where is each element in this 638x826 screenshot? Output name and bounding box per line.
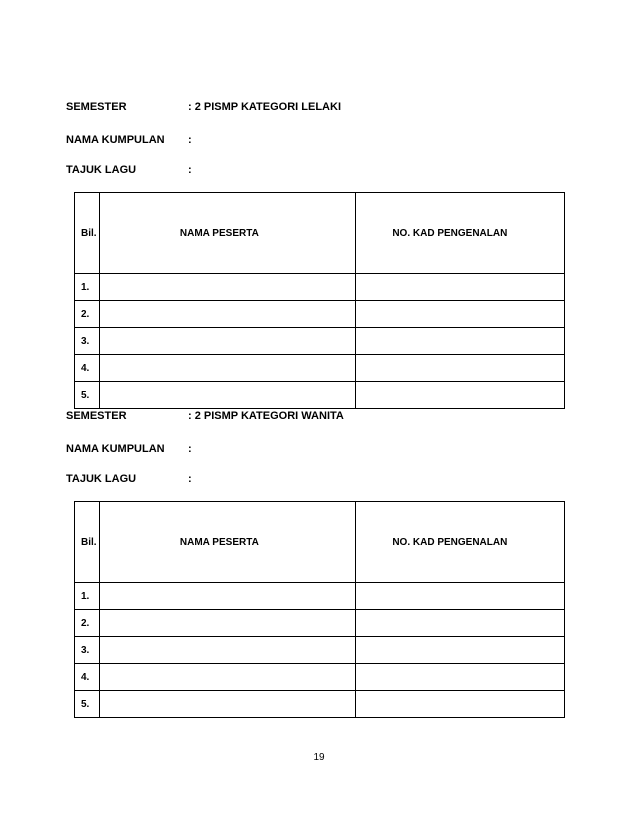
table-header-row <box>75 193 565 274</box>
nama-peserta-cell[interactable] <box>99 274 355 301</box>
nama-peserta-cell[interactable] <box>99 328 355 355</box>
table-row <box>75 301 565 328</box>
row-number: 4. <box>75 355 100 382</box>
table-row <box>75 355 565 382</box>
semester-value: : 2 PISMP KATEGORI LELAKI <box>188 101 341 113</box>
tajuk-lagu-value: : <box>188 164 192 176</box>
tajuk-lagu-label: TAJUK LAGU <box>66 164 137 176</box>
header-bil: Bil. <box>75 502 100 583</box>
nama-peserta-cell[interactable] <box>99 301 355 328</box>
table-header-row <box>75 502 565 583</box>
no-kad-cell[interactable] <box>356 637 565 664</box>
participants-table <box>74 192 565 409</box>
semester-label: SEMESTER <box>66 101 127 113</box>
header-bil: Bil. <box>75 193 100 274</box>
no-kad-cell[interactable] <box>356 382 565 409</box>
nama-peserta-cell[interactable] <box>99 382 355 409</box>
header-no-kad: NO. KAD PENGENALAN <box>356 502 565 583</box>
row-number: 5. <box>75 691 100 718</box>
row-number: 2. <box>75 610 100 637</box>
no-kad-cell[interactable] <box>356 355 565 382</box>
no-kad-cell[interactable] <box>356 301 565 328</box>
no-kad-cell[interactable] <box>356 328 565 355</box>
nama-kumpulan-label: NAMA KUMPULAN <box>66 134 165 146</box>
nama-peserta-cell[interactable] <box>99 610 355 637</box>
header-nama-peserta: NAMA PESERTA <box>99 193 355 274</box>
semester-value: : 2 PISMP KATEGORI WANITA <box>188 410 344 422</box>
no-kad-cell[interactable] <box>356 664 565 691</box>
table-row <box>75 637 565 664</box>
nama-kumpulan-value: : <box>188 443 192 455</box>
tajuk-lagu-value: : <box>188 473 192 485</box>
no-kad-cell[interactable] <box>356 274 565 301</box>
row-number: 5. <box>75 382 100 409</box>
table-row <box>75 583 565 610</box>
row-number: 3. <box>75 637 100 664</box>
table-row <box>75 664 565 691</box>
row-number: 1. <box>75 274 100 301</box>
nama-peserta-cell[interactable] <box>99 355 355 382</box>
table-row <box>75 691 565 718</box>
header-no-kad: NO. KAD PENGENALAN <box>356 193 565 274</box>
table-row <box>75 328 565 355</box>
participants-table <box>74 501 565 718</box>
tajuk-lagu-label: TAJUK LAGU <box>66 473 137 485</box>
nama-kumpulan-label: NAMA KUMPULAN <box>66 443 165 455</box>
nama-kumpulan-value: : <box>188 134 192 146</box>
table-row <box>75 382 565 409</box>
row-number: 4. <box>75 664 100 691</box>
row-number: 2. <box>75 301 100 328</box>
row-number: 1. <box>75 583 100 610</box>
header-nama-peserta: NAMA PESERTA <box>99 502 355 583</box>
table-row <box>75 610 565 637</box>
nama-peserta-cell[interactable] <box>99 664 355 691</box>
nama-peserta-cell[interactable] <box>99 583 355 610</box>
page-number: 19 <box>313 752 325 763</box>
no-kad-cell[interactable] <box>356 583 565 610</box>
table-row <box>75 274 565 301</box>
nama-peserta-cell[interactable] <box>99 691 355 718</box>
no-kad-cell[interactable] <box>356 610 565 637</box>
nama-peserta-cell[interactable] <box>99 637 355 664</box>
no-kad-cell[interactable] <box>356 691 565 718</box>
semester-label: SEMESTER <box>66 410 127 422</box>
row-number: 3. <box>75 328 100 355</box>
